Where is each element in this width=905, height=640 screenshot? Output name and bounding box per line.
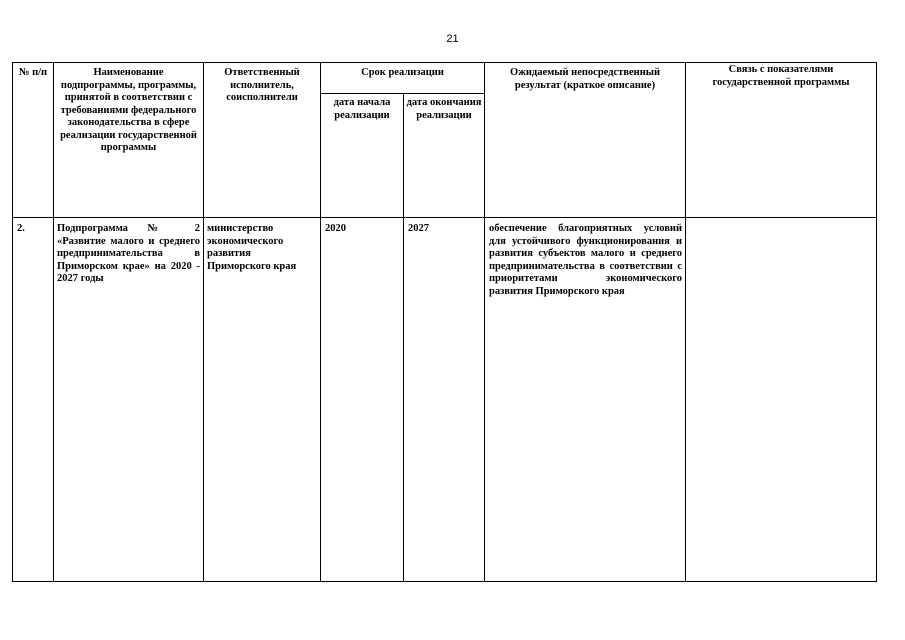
header-start-date: дата начала реализации [333,97,391,121]
header-link: Связь с показателями государственной программы [712,64,850,88]
header-end-date: дата окончания реализации [406,97,482,121]
row-program-name: Подпрограмма № 2 «Развитие малого и среднего предпринимательства в Приморском крае» на 2020 - 2027 годы [57,223,200,284]
row-result: обеспечение благоприятных условий для устойчивого функционирования и развития субъектов малого и среднего предпринимательства в соответствии с приоритетами экономического развития Приморского края [489,223,682,297]
row-end-date: 2027 [408,223,429,234]
header-name: Наименование подпрограммы, программы, принятой в соответствии с требованиями федерального законодательства в сфере реализации государственной программы [60,67,197,153]
row-start-date: 2020 [325,223,346,234]
row-num: 2. [17,223,25,234]
header-responsible: Ответственный исполнитель, соисполнители [224,67,300,103]
header-num: № п/п [18,67,48,78]
row-responsible: министерство экономического развития Приморского края [207,223,297,272]
page-number: 21 [446,33,459,45]
header-period: Срок реализации [361,67,444,78]
header-result: Ожидаемый непосредственный результат (краткое описание) [509,67,661,91]
